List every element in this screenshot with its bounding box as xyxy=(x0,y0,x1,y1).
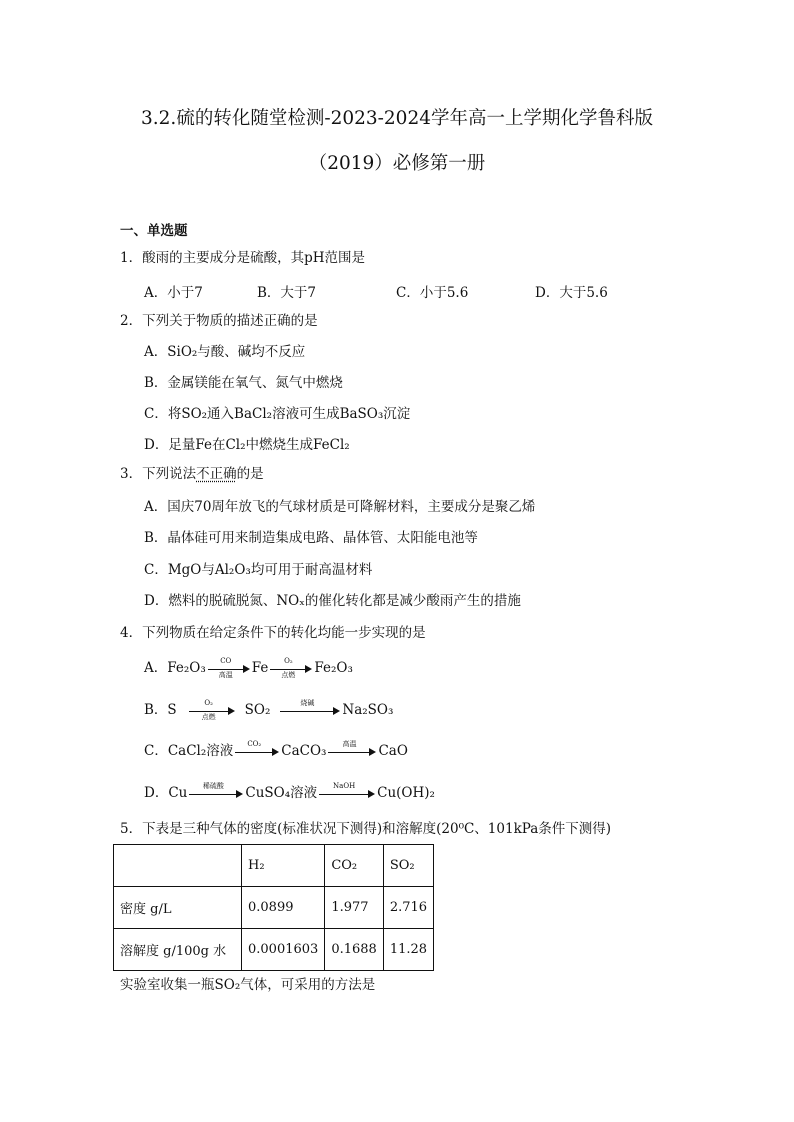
q2-option-b: B．金属镁能在氧气、氮气中燃烧 xyxy=(144,375,343,391)
q4-c-product: CaO xyxy=(378,743,408,759)
q4-b-intermediate: SO₂ xyxy=(244,702,271,718)
q4-a-reactant: Fe₂O₃ xyxy=(167,660,206,676)
q3-option-b: B．晶体硅可用来制造集成电路、晶体管、太阳能电池等 xyxy=(144,530,478,546)
reaction-arrow xyxy=(189,698,235,721)
q4-c-label: C． xyxy=(144,743,168,759)
reaction-arrow xyxy=(328,739,376,761)
page-title-line2: （2019）必修第一册 xyxy=(308,153,486,174)
q4-a-product: Fe₂O₃ xyxy=(314,660,353,676)
table-cell: 2.716 xyxy=(383,887,433,929)
q3-option-c: C．MgO与Al₂O₃均可用于耐高温材料 xyxy=(144,562,373,578)
table-cell: 0.0899 xyxy=(242,887,325,929)
q4-option-b xyxy=(144,698,394,721)
arrow-condition-top: NaOH xyxy=(333,781,356,790)
arrow-condition-bottom: 点燃 xyxy=(281,670,296,679)
q2-option-c: C．将SO₂通入BaCl₂溶液可生成BaSO₃沉淀 xyxy=(144,406,411,422)
q4-option-a xyxy=(144,656,353,679)
question-5-tail: 实验室收集一瓶SO₂气体，可采用的方法是 xyxy=(120,977,376,993)
table-row xyxy=(114,929,434,971)
q4-b-label: B． xyxy=(144,702,168,718)
q4-d-reactant: Cu xyxy=(168,785,188,801)
q1-option-a: A．小于7 xyxy=(144,285,203,301)
q2-option-a: A．SiO₂与酸、碱均不反应 xyxy=(144,344,306,360)
arrow-condition-top: 烧碱 xyxy=(300,698,315,707)
table-cell: 密度 g/L xyxy=(114,887,242,929)
table-header-row xyxy=(114,845,434,887)
arrow-condition-top: CO xyxy=(220,656,232,665)
table-header-cell: H₂ xyxy=(242,845,325,887)
question-2-stem: 2．下列关于物质的描述正确的是 xyxy=(120,313,318,329)
table-cell: 0.1688 xyxy=(325,929,384,971)
q2-option-d: D．足量Fe在Cl₂中燃烧生成FeCl₂ xyxy=(144,437,350,453)
q1-option-c: C．小于5.6 xyxy=(396,285,469,301)
q4-option-d xyxy=(144,781,435,803)
q1-option-d: D．大于5.6 xyxy=(535,285,608,301)
q3-stem-emphasis: 不正确 xyxy=(196,466,237,482)
q3-option-a: A．国庆70周年放飞的气球材质是可降解材料，主要成分是聚乙烯 xyxy=(144,499,536,515)
q4-c-reactant: CaCl₂溶液 xyxy=(167,743,234,759)
arrow-condition-top: 稀硫酸 xyxy=(202,781,224,790)
q3-stem-pre: 3．下列说法 xyxy=(120,466,197,482)
q4-c-intermediate: CaCO₃ xyxy=(281,743,327,759)
table-cell: 11.28 xyxy=(383,929,433,971)
table-cell: 1.977 xyxy=(325,887,384,929)
q4-option-c xyxy=(144,739,408,761)
arrow-condition-top: 高温 xyxy=(342,739,357,748)
question-4-stem: 4．下列物质在给定条件下的转化均能一步实现的是 xyxy=(120,625,426,641)
table-header-cell: CO₂ xyxy=(325,845,384,887)
table-cell: 溶解度 g/100g 水 xyxy=(114,929,242,971)
arrow-condition-bottom: 点燃 xyxy=(201,712,216,721)
q3-stem-post: 的是 xyxy=(236,466,264,482)
reaction-arrow xyxy=(189,781,243,803)
question-3-stem xyxy=(120,465,264,483)
reaction-arrow xyxy=(319,781,375,803)
q4-b-product: Na₂SO₃ xyxy=(342,702,394,718)
q4-d-label: D． xyxy=(144,785,169,801)
table-row xyxy=(114,887,434,929)
q3-option-d: D．燃料的脱硫脱氮、NOₓ的催化转化都是减少酸雨产生的措施 xyxy=(144,593,521,609)
q4-b-reactant: S xyxy=(167,702,177,718)
q4-a-label: A． xyxy=(144,660,168,676)
arrow-condition-top: CO₂ xyxy=(247,739,262,748)
q4-a-intermediate: Fe xyxy=(251,660,269,676)
arrow-condition-top: O₂ xyxy=(204,698,213,707)
reaction-arrow xyxy=(280,698,340,720)
reaction-arrow xyxy=(270,656,312,679)
q4-d-intermediate: CuSO₄溶液 xyxy=(245,785,318,801)
q4-d-product: Cu(OH)₂ xyxy=(377,785,435,801)
reaction-arrow xyxy=(208,656,250,679)
arrow-condition-bottom: 高温 xyxy=(218,670,233,679)
table-cell: 0.0001603 xyxy=(242,929,325,971)
table-header-cell: SO₂ xyxy=(383,845,433,887)
question-5-stem: 5．下表是三种气体的密度(标准状况下测得)和溶解度(20⁰C、101kPa条件下测得) xyxy=(120,821,612,837)
question-1-stem: 1．酸雨的主要成分是硫酸，其pH范围是 xyxy=(120,250,366,266)
reaction-arrow xyxy=(235,739,279,761)
arrow-condition-top: O₂ xyxy=(284,656,293,665)
gas-properties-table xyxy=(113,844,434,971)
page-title-line1: 3.2.硫的转化随堂检测-2023-2024学年高一上学期化学鲁科版 xyxy=(141,108,653,129)
q1-option-b: B．大于7 xyxy=(257,285,317,301)
table-header-cell xyxy=(114,845,242,887)
section-heading: 一、单选题 xyxy=(120,223,188,239)
